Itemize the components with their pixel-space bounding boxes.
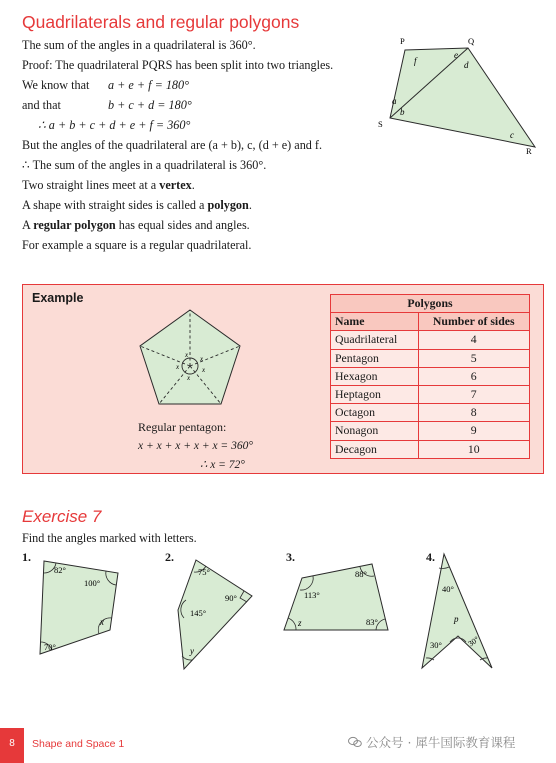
intro-line-4-label: and that <box>22 98 61 112</box>
polygon-sides: 5 <box>418 349 529 367</box>
q3-angle-2: 113° <box>304 590 320 600</box>
intro-line-3-label: We know that <box>22 78 90 92</box>
polygon-name: Octagon <box>331 404 419 422</box>
q4-angle-2: p <box>454 614 459 624</box>
polygon-name: Quadrilateral <box>331 331 419 349</box>
intro-line-1: The sum of the angles in a quadrilateral is 360°. <box>22 38 256 52</box>
polygon-name: Heptagon <box>331 386 419 404</box>
q2-angle-2: 90° <box>225 593 237 603</box>
q2-angle-1: 75° <box>198 567 210 577</box>
pentagon-angle-x: x <box>185 351 189 359</box>
q1-angle-3: x <box>100 617 104 627</box>
q4-angle-1: 40° <box>442 584 454 594</box>
question-1-shape <box>36 556 136 664</box>
intro-line-3-math: a + e + f = 180° <box>108 78 189 92</box>
angle-a: a <box>392 96 397 106</box>
example-label: Example <box>32 291 84 305</box>
watermark <box>348 733 515 751</box>
term-polygon: polygon <box>207 198 249 212</box>
table-row <box>331 440 530 458</box>
vertex-p: P <box>400 36 405 46</box>
table-row <box>331 386 530 404</box>
exercise-instruction: Find the angles marked with letters. <box>22 531 197 545</box>
page-number: 8 <box>9 738 15 749</box>
table-row <box>331 422 530 440</box>
angle-e: e <box>454 50 458 60</box>
polygons-table <box>330 294 530 459</box>
intro-line-10 <box>22 218 250 233</box>
intro-line-9 <box>22 198 252 213</box>
table-header-row <box>331 313 530 331</box>
polygon-sides: 8 <box>418 404 529 422</box>
text: . <box>248 198 252 212</box>
polygon-sides: 4 <box>418 331 529 349</box>
table-title: Polygons <box>331 295 530 313</box>
q4-angle-3: 30° <box>430 640 442 650</box>
pentagon-diagram <box>130 300 280 420</box>
question-2-shape <box>172 556 262 676</box>
polygon-name: Pentagon <box>331 349 419 367</box>
exercise-title: Exercise 7 <box>22 507 102 526</box>
col-sides-header: Number of sides <box>418 313 529 331</box>
q4-angle-4: 30° <box>466 634 481 649</box>
question-number: 2. <box>165 550 174 564</box>
intro-line-7: ∴ The sum of the angles in a quadrilateral is 360°. <box>22 158 267 172</box>
table-row <box>331 367 530 385</box>
angle-f: f <box>414 56 417 66</box>
table-title-row <box>331 295 530 313</box>
pentagon-angle-x: x <box>200 355 204 363</box>
chat-bubble-icon <box>348 736 362 748</box>
q3-angle-3: z <box>298 618 302 628</box>
page-title: Quadrilaterals and regular polygons <box>22 12 300 32</box>
intro-line-5-math: ∴ a + b + c + d + e + f = 360° <box>38 118 191 132</box>
table-row <box>331 404 530 422</box>
watermark-text: 公众号 · 犀牛国际教育课程 <box>365 735 516 750</box>
text: Two straight lines meet at a <box>22 178 160 192</box>
question-number: 4. <box>426 550 435 564</box>
question-4-shape <box>416 550 498 672</box>
table-row <box>331 331 530 349</box>
intro-line-6: But the angles of the quadrilateral are (a + b), c, (d + e) and f. <box>22 138 323 152</box>
intro-line-4-math: b + c + d = 180° <box>108 98 192 112</box>
vertex-r: R <box>526 146 532 156</box>
angle-c: c <box>510 130 514 140</box>
vertex-q: Q <box>468 36 475 46</box>
polygon-name: Decagon <box>331 440 419 458</box>
term-regular-polygon: regular polygon <box>33 218 116 232</box>
pentagon-equation: x + x + x + x + x = 360° <box>138 440 253 452</box>
q4-arrowhead <box>422 554 492 668</box>
q3-angle-4: 83° <box>366 617 378 627</box>
q2-angle-4: y <box>190 646 194 656</box>
text: A <box>22 218 34 232</box>
polygon-sides: 7 <box>418 386 529 404</box>
angle-b: b <box>400 107 405 117</box>
q1-angle-1: 82° <box>54 565 66 575</box>
intro-line-2: Proof: The quadrilateral PQRS has been split into two triangles. <box>22 58 334 72</box>
question-3-shape <box>280 556 395 638</box>
term-vertex: vertex <box>159 178 192 192</box>
text: A shape with straight sides is called a <box>22 198 208 212</box>
polygon-sides: 9 <box>418 422 529 440</box>
pentagon-angle-x: x <box>176 363 180 371</box>
pentagon-angle-x: x <box>187 374 191 382</box>
col-name-header: Name <box>331 313 419 331</box>
intro-line-11: For example a square is a regular quadrilateral. <box>22 238 252 252</box>
q3-angle-1: 88° <box>355 569 367 579</box>
q2-angle-3: 145° <box>190 608 207 618</box>
polygon-name: Hexagon <box>331 367 419 385</box>
question-number: 3. <box>286 550 295 564</box>
pentagon-result: ∴ x = 72° <box>200 459 245 471</box>
q1-angle-2: 100° <box>84 578 101 588</box>
vertex-s: S <box>378 119 383 129</box>
text: has equal sides and angles. <box>115 218 250 232</box>
angle-d: d <box>464 60 469 70</box>
question-number: 1. <box>22 550 31 564</box>
section-name: Shape and Space 1 <box>32 738 125 750</box>
polygon-name: Nonagon <box>331 422 419 440</box>
pentagon-caption: Regular pentagon: <box>138 420 227 434</box>
polygon-sides: 6 <box>418 367 529 385</box>
pentagon-angle-x: x <box>202 366 206 374</box>
q1-angle-4: 70° <box>44 642 56 652</box>
pqrs-diagram <box>370 30 550 160</box>
intro-line-8 <box>22 178 195 193</box>
table-row <box>331 349 530 367</box>
pentagon-shape <box>140 310 240 404</box>
text: . <box>191 178 195 192</box>
polygon-sides: 10 <box>418 440 529 458</box>
